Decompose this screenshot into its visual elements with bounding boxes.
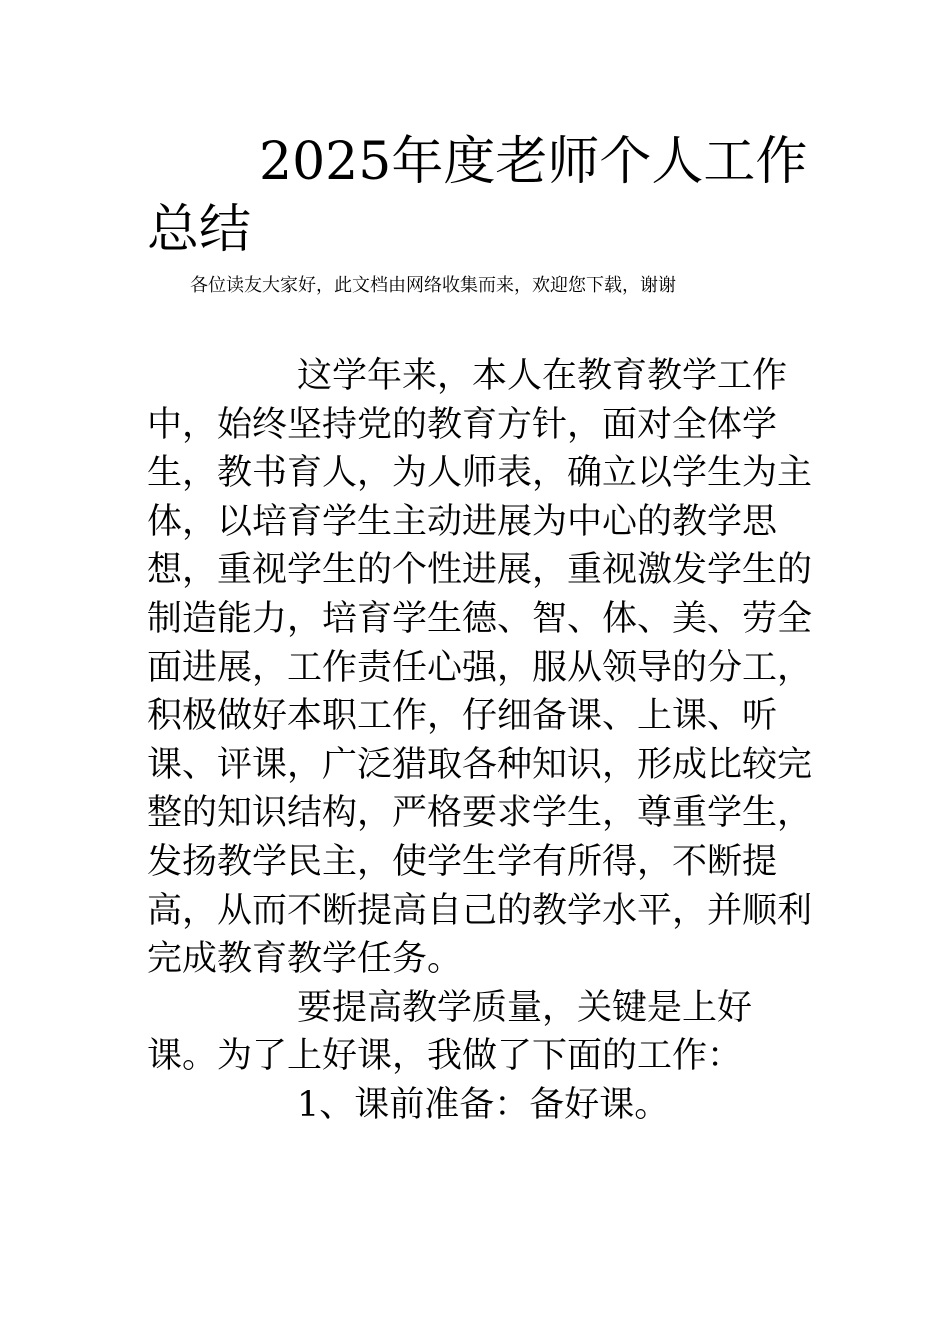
body-paragraph-2: 要提高教学质量，关键是上好课。为了上好课，我做了下面的工作： bbox=[147, 987, 753, 1077]
body-paragraph-1: 这学年来，本人在教育教学工作中，始终坚持党的教育方针，面对全体学生，教书育人，为人师表，确立以学生为主体，以培育学生主动进展为中心的教学思想，重视学生的个性进展，重视激发学生的制造能力，培育学生德、智、体、美、劳全面进展，工作责任心强，服从领导的分工，积极做好本职工作，仔细备课、上课、听课、评课，广泛猎取各种知识，形成比较完整的知识结构，严格要求学生，尊重学生，发扬教学民主，使学生学有所得，不断提高，从而不断提高自己的教学水平，并顺利完成教育教学任务。 bbox=[147, 356, 813, 980]
document-title: 2025年度老师个人工作总结 bbox=[147, 132, 808, 260]
download-note: 各位读友大家好，此文档由网络收集而来，欢迎您下载，谢谢 bbox=[190, 275, 676, 296]
body-paragraph-3: 1、课前准备：备好课。 bbox=[297, 1084, 670, 1125]
document-body bbox=[147, 352, 847, 1130]
